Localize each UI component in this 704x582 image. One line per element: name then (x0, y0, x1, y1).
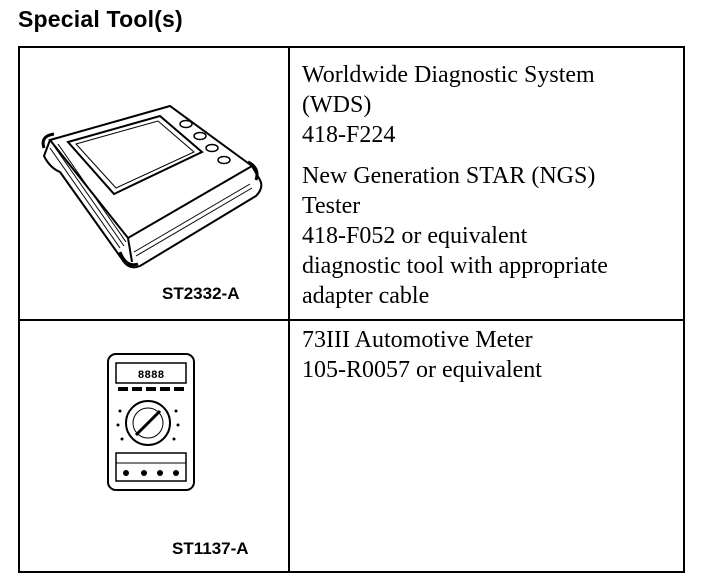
special-tools-table (18, 46, 685, 573)
tool-image-cell (20, 321, 290, 571)
svg-text:8888: 8888 (137, 370, 165, 382)
wds-description (302, 60, 595, 150)
tool-code: ST2332-A (162, 284, 240, 303)
description-line: Worldwide Diagnostic System (302, 62, 595, 88)
description-line: (WDS) (302, 92, 372, 118)
description-line: diagnostic tool with appropriate (302, 253, 608, 279)
tool-row-meter (20, 321, 683, 571)
description-line: 418-F224 (302, 122, 396, 148)
tool-description-cell (290, 48, 683, 319)
description-line: New Generation STAR (NGS) (302, 163, 596, 189)
description-line: 73III Automotive Meter (302, 327, 533, 353)
description-line: 105-R0057 or equivalent (302, 357, 542, 383)
tool-code: ST1137-A (172, 539, 249, 558)
tool-image-cell (20, 48, 290, 319)
meter-description (302, 325, 542, 385)
tool-row-wds (20, 48, 683, 321)
tool-description-cell (290, 321, 683, 571)
description-line: Tester (302, 193, 361, 219)
multimeter-icon (20, 321, 286, 571)
page-title: Special Tool(s) (18, 6, 183, 32)
description-line: adapter cable (302, 283, 430, 309)
description-line: 418-F052 or equivalent (302, 223, 528, 249)
ngs-description (302, 161, 608, 311)
diagnostic-tester-icon (20, 48, 286, 317)
